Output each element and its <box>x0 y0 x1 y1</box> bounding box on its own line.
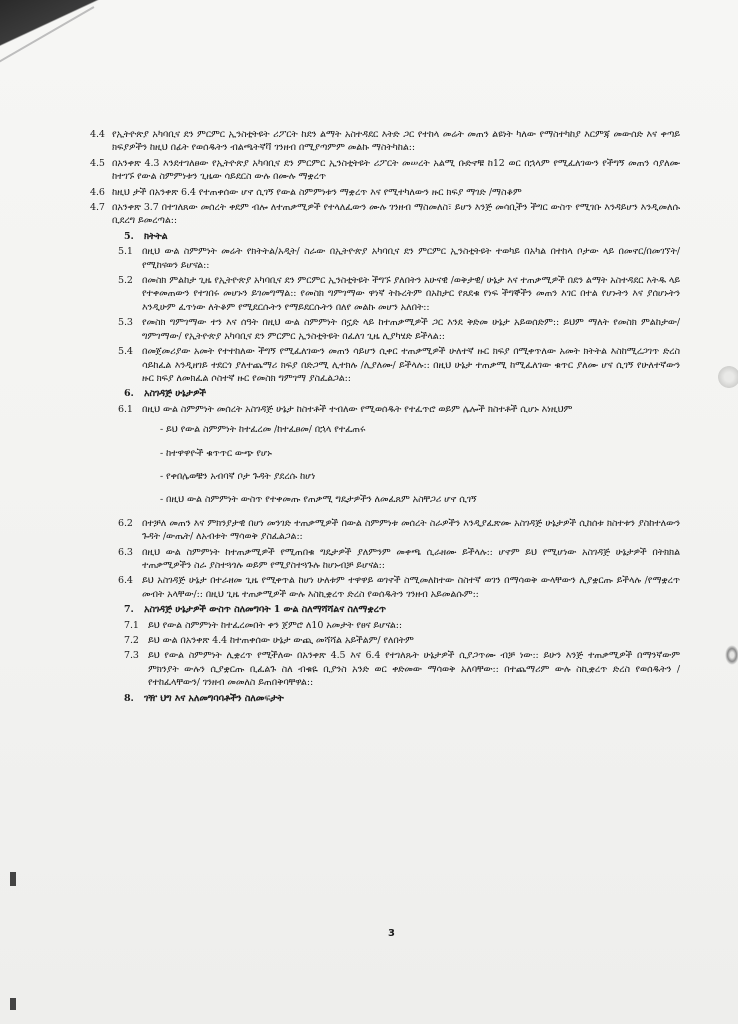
clause-paragraph <box>90 649 680 689</box>
clause-paragraph <box>90 345 680 385</box>
clause-number: 4.4 <box>90 129 105 140</box>
clause-paragraph <box>90 157 680 184</box>
bullet-item <box>90 493 680 506</box>
clause-text: በመስክ ምልከታ ጊዜ የኢትዮጵያ አካባቢና ደን ምርምር ኢንስቲትዩት ችግኙ ያለበትን አሁናዊ /ወቅታዊ/ ሁኔታ እና ተጠቃሚዎች በደን ልማት አስተዳደር እትዱ ላይ የተቀመጠውን የተገበሩ መሆኑን ይገመግማል:: የመስክ ግምገማው ዋነኛ ትኩረትም በአከታር የጸደቁ የነፍ ችግኞችን መጠን እገር በተል የሆኑትን እና ያሰሆኑትን እንዲሁም ፈጥነው ለትቆም የሚደርሱትን የማይደርሱትን በለየ መልኩ መሆን አለበት:: <box>142 275 680 313</box>
clause-text: ይህ የውል ስምምነት ሊቋረጥ የሚችለው በአንቀጽ 4.5 እና 6.4 የተገለጹት ሁኔታዎች ሲያጋጥሙ ብቻ ነው:: ይሁን እንጅ ተጠቃሚዎች በማንኛውም ምክንያት ውሉን ሲያቋርጡ ቢፈልጉ ስለ ብቁዬ ቢያንስ አንድ ወር ቀድመው ማሳወቅ አለባቸው:: በተጨማሪም ውሉ ስኪቋረጥ ድረስ የወሰዱትን /የተከፈላቸውን/ ገንዘብ መመለስ ይጠበቅባቸዋል:: <box>148 650 680 689</box>
clause-number: 7.1 <box>124 619 139 631</box>
clause-text: በዚህ ውል ስምምነት መሬት የክትትል/አዲት/ ስራው በኢትዮጵያ አካባቢና ደን ምርምር ኢንስቲትዩት ተወካይ በአካል በተከላ ቦታው ላይ በመኖር/በመገኘት/ የሚከናወን ይሆናል:: <box>142 246 680 271</box>
clause-paragraph <box>90 634 680 647</box>
clause-text: አስገዳጅ ሁኔታዎች <box>144 388 207 400</box>
clause-text: በዚህ ውል ስምምነት ከተጠቃሚዎች የሚጠበቁ ግዴታዎች ያለምንም መቀጫ ሲራዘሙ ይችላሉ:: ሆኖም ይህ የሚሆነው አስገዳጅ ሁኔታዎች በትክክል ተጠቃሚዎችን ስራ ያስተጓጎሉ ወይም የሚያስተጓጉሉ ከሆኑብቻ ይሆናል:: <box>142 546 680 571</box>
clause-number: 5. <box>124 230 134 242</box>
clause-text: በዚህ ውል ስምምነት መሰረት አስገዳጅ ሁኔታ ከስተቶች ተብለው የሚወሰዱት የተፈጥሮ ወይም ሌሎች ክስተቶች ሲሆኑ እነዚህም <box>142 403 573 415</box>
scan-corner-shadow <box>0 0 150 90</box>
clause-text: ከዚህ ታች በአንቀጽ 6.4 የተጠቀሰው ሆኖ ሲገኝ የውል ስምምነቱን ማቋረጥ እና የሚተካለውን ዙር ክፍያ ማገድ /ማስቆም <box>112 186 522 198</box>
clause-paragraph <box>90 201 680 228</box>
scan-edge-mark <box>10 872 16 886</box>
clause-number: 6.2 <box>118 517 133 529</box>
clause-paragraph <box>90 403 680 416</box>
clause-paragraph <box>90 517 680 544</box>
clause-text: በአንቀጽ 3.7 በተገለጸው መሰረት ቀደም ብሎ ለተጠቃሚዎች የተላለፈውን ሙሉ ገንዘብ ማስመለስ፣ ይሆን እንጅ መሳቢችን ችግር ውስጥ የሚገቡ እንዳይሆን እንዲመለሱ ቢደረግ ይመረጣል:: <box>112 202 680 227</box>
document-body <box>90 128 680 707</box>
clause-text: ይህ ውል በአንቀጽ 4.4 ከተጠቀሰው ሁኔታ ውጪ መሻሻል አይችልም/ የለበትም <box>148 635 414 646</box>
clause-paragraph <box>90 245 680 272</box>
clause-paragraph <box>90 316 680 343</box>
page-number: 3 <box>388 928 395 939</box>
clause-number: 7.2 <box>124 635 139 646</box>
scan-edge-mark <box>10 998 16 1010</box>
clause-number: 5.2 <box>118 275 133 287</box>
clause-text: ይህ የውል ስምምነት ከተፈረመበት ቀን ጀምሮ ለ10 አመታት የፀና ይሆናል:: <box>148 619 402 631</box>
clause-number: 6.3 <box>118 546 133 558</box>
bullet-item <box>90 447 680 460</box>
clause-text: የመስክ ግምገማው ተን እና ሰዓት በዚህ ውል ስምምነት በኗድ ላይ ከተጠቃሚዎች ጋር እንደ ቅድመ ሁኔታ አይወሰድም:: ይህም ማለት የመስክ ምልከታው/ግምገማው/ የኢትዮጵያ አካባቢና ደን ምርምር ኢንስቲትዩት በፈለገ ጊዜ ሊያካሄድ ይችላል:: <box>142 317 680 342</box>
clause-number: 5.3 <box>118 317 133 329</box>
clause-paragraph <box>90 128 680 155</box>
clause-number: 4.7 <box>90 202 105 214</box>
bullet-item <box>90 470 680 483</box>
section-heading <box>90 603 680 616</box>
clause-text: - ይህ የውል ስምምነት ከተፈረመ /ከተፈፀመ/ በኋላ የተፈጠሩ <box>160 424 366 436</box>
clause-number: 4.6 <box>90 186 105 198</box>
punch-hole-mark <box>718 366 738 388</box>
clause-paragraph <box>90 574 680 601</box>
clause-number: 5.4 <box>118 346 133 358</box>
clause-number: 6.4 <box>118 575 133 587</box>
clause-number: 5.1 <box>118 246 133 258</box>
clause-text: - ከተዋዋዮች ቁጥጥር ውጭ የሆኑ <box>160 447 272 459</box>
clause-text: - በዚህ ውል ስምምነት ውስጥ የተቀመጡ የጠቃሚ ግዴታዎችን ለመፈጸም አስቸጋሪ ሆኖ ሲገኝ <box>160 494 477 506</box>
clause-paragraph <box>90 546 680 573</box>
section-heading <box>90 387 680 400</box>
clause-number: 6. <box>124 388 134 400</box>
clause-number: 7.3 <box>124 650 139 662</box>
clause-text: ይህ አስገዳጅ ሁኔታ በተራዘመ ጊዜ የሚቀጥል ከሆነ ሁለቱም ተዋዋይ ወገኖች ስሚመለከተው ስስተኛ ወገን በማሳወቅ ውላቸውን ሊያቋርጡ ይችላሉ /የማቋረጥ መብት አላቸው/:: በዚህ ጊዜ ተጠቃሚዎች ውሉ እስኪቋረጥ ድረስ የወሰዱትን ገንዘብ አይመልሱም:: <box>142 575 680 600</box>
clause-number: 8. <box>124 692 134 704</box>
clause-text: - የቀበሌወቹን አብባኛ ቦታ ጉዳት ያደረሱ ከሆነ <box>160 470 316 482</box>
section-heading <box>90 230 680 243</box>
clause-text: በተቻለ መጠን እና ምክንያታዊ በሆነ መንገድ ተጠቃሚዎች በውል ስምምነቱ መሰረት ስራዎችን እንዲያፈጽሙ አስገዳጅ ሁኔታዎች ሲከሰቱ ክስተቱን ያስከተለውን ጉዳት /ውጤት/ ለአብቱት ማሳወቅ ያስፈልጋል:: <box>142 517 680 543</box>
clause-paragraph <box>90 274 680 314</box>
section-heading <box>90 692 680 705</box>
clause-number: 6.1 <box>118 403 133 415</box>
clause-text: ገዥ ህግ እና አለመግባባቶችን ስለመፍታት <box>144 692 284 704</box>
punch-hole-mark <box>725 645 738 665</box>
clause-paragraph <box>90 619 680 632</box>
clause-text: ክትትል <box>144 230 168 242</box>
clause-text: የኢትዮጵያ አካባቢና ደን ምርምር ኢንስቲትዩት ሪፖርት ከደን ልማት አስተዳደር እትድ ጋር የተከላ መሬት መጠን ልዩነት ካለው የማስተካከያ እርምጃ መውሰድ እና ቀጣይ ክፍያዎችን ከዚህ በፊት የወሰዱትን ብልጫትኛቫ ገንዘብ በሚያጣምም መልኩ ማስትካከል:: <box>112 129 680 154</box>
clause-number: 4.5 <box>90 157 105 169</box>
clause-text: አስገዳጅ ሁኔታዎች ውስጥ ስለመግባት 1 ውል ስለማሻሻልና ስለማቋረጥ <box>144 604 386 616</box>
clause-text: በአንቀጽ 4.3 እንደተገለፀው የኢትዮጵያ አካባቢና ደን ምርምር ኢንስቲትዩት ሪፖርት መሠረት አልሚ ቡድኖቹ ከ12 ወር በኋላም የሚፈለገውን የችግኝ መጠን ሳያለሙ ከተገኙ የውል ስምምነቱን ጊዜው ሳይደርስ ውሉ በሙሉ ማቋረጥ <box>112 157 680 183</box>
bullet-item <box>90 423 680 436</box>
clause-text: በመጀመሪያው አመት የተተከለው ችግኝ የሚፈለገውን መጠን ሳይሆን ሲቀር ተጠቃሚዎች ሁለተኛ ዙር ክፍያ በሚቀጥለው አመት ክትትል እስከሚረጋገጥ ድረስ ሳይከፈል እንዲዘገይ ተደርጎ ያለተጨማሪ ክፍያ በድጋሚ ሊተክሉ /ሊያለሙ/ ይችላሉ:: በዚህ ሁኔታ ተጠቃሚ ከሚፈለገው ቁጥር ያለሙ ሆና ሲገኝ የሁለተኛውን ዙር ክፍያ ለመክፈል ሶስተኛ ዙር የመስክ ግምገማ ያስፈልጋል:: <box>142 346 680 384</box>
clause-number: 7. <box>124 604 134 616</box>
clause-paragraph <box>90 186 680 199</box>
